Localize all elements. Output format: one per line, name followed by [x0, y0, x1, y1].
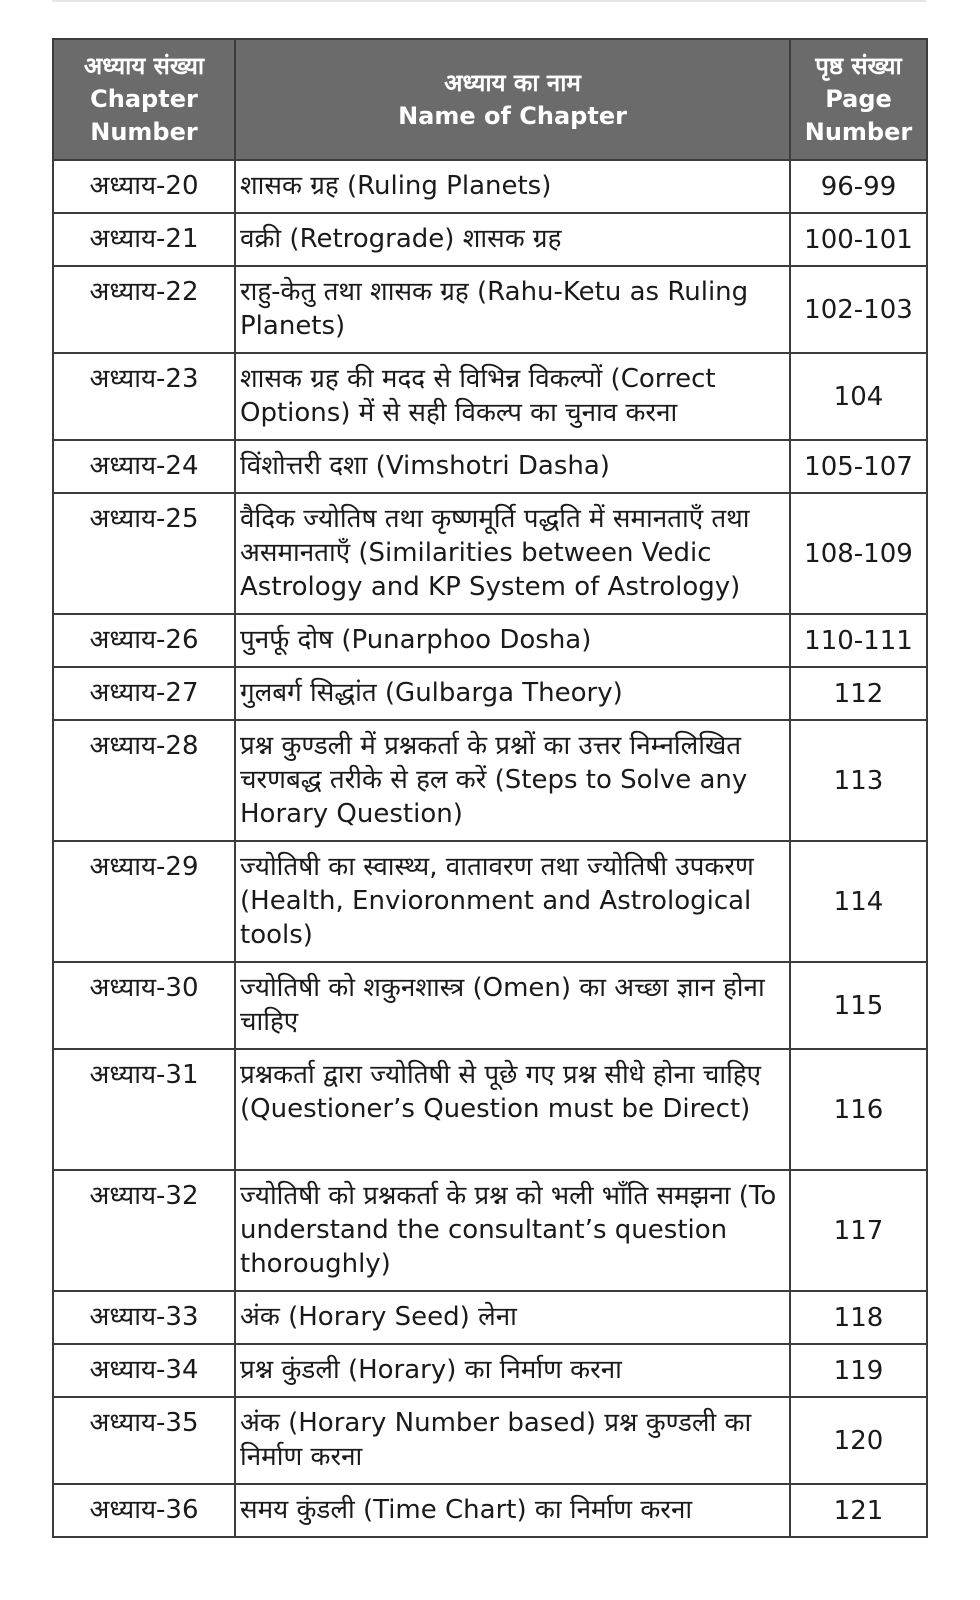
table-row [53, 1397, 927, 1484]
table-row [53, 266, 927, 353]
chapter-number-cell: अध्याय-20 [53, 160, 235, 213]
page-number-cell: 104 [790, 353, 927, 440]
table-row [53, 614, 927, 667]
table-row [53, 1344, 927, 1397]
table-row [53, 1049, 927, 1170]
page-number-cell: 105-107 [790, 440, 927, 493]
page-number-cell: 117 [790, 1170, 927, 1291]
table-row [53, 962, 927, 1049]
header-page-number: पृष्ठ संख्या Page Number [790, 39, 927, 160]
chapter-number-cell: अध्याय-23 [53, 353, 235, 440]
chapter-name-cell: समय कुंडली (Time Chart) का निर्माण करना [235, 1484, 790, 1537]
chapter-number-cell: अध्याय-28 [53, 720, 235, 841]
page-number-cell: 113 [790, 720, 927, 841]
table-body [53, 160, 927, 1537]
page-number-cell: 121 [790, 1484, 927, 1537]
chapter-name-cell: विंशोत्तरी दशा (Vimshotri Dasha) [235, 440, 790, 493]
table-row [53, 1291, 927, 1344]
page-number-cell: 116 [790, 1049, 927, 1170]
chapter-name-cell: वैदिक ज्योतिष तथा कृष्णमूर्ति पद्धति में समानताएँ तथा असमानताएँ (Similarities between Vedic Astrology and KP System of Astrology) [235, 493, 790, 614]
chapter-number-cell: अध्याय-27 [53, 667, 235, 720]
table-row [53, 720, 927, 841]
page-number-cell: 118 [790, 1291, 927, 1344]
chapter-name-cell: ज्योतिषी को शकुनशास्त्र (Omen) का अच्छा ज्ञान होना चाहिए [235, 962, 790, 1049]
chapter-name-cell: अंक (Horary Number based) प्रश्न कुण्डली का निर्माण करना [235, 1397, 790, 1484]
table-row [53, 1484, 927, 1537]
chapter-name-cell: प्रश्न कुंडली (Horary) का निर्माण करना [235, 1344, 790, 1397]
chapter-name-cell: वक्री (Retrograde) शासक ग्रह [235, 213, 790, 266]
table-row [53, 667, 927, 720]
header-chapter-number: अध्याय संख्या Chapter Number [53, 39, 235, 160]
table-row [53, 353, 927, 440]
page-number-cell: 108-109 [790, 493, 927, 614]
chapter-number-cell: अध्याय-24 [53, 440, 235, 493]
page-number-cell: 100-101 [790, 213, 927, 266]
chapter-name-cell: ज्योतिषी का स्वास्थ्य, वातावरण तथा ज्योतिषी उपकरण (Health, Envioronment and Astrological tools) [235, 841, 790, 962]
chapter-number-cell: अध्याय-30 [53, 962, 235, 1049]
chapter-number-cell: अध्याय-26 [53, 614, 235, 667]
table-row [53, 160, 927, 213]
top-divider [52, 0, 926, 2]
chapter-name-cell: शासक ग्रह की मदद से विभिन्न विकल्पों (Correct Options) में से सही विकल्प का चुनाव करना [235, 353, 790, 440]
chapter-name-cell: ज्योतिषी को प्रश्नकर्ता के प्रश्न को भली भाँति समझना (To understand the consultant’s question thoroughly) [235, 1170, 790, 1291]
table-of-contents [52, 38, 928, 1538]
chapter-name-cell: प्रश्नकर्ता द्वारा ज्योतिषी से पूछे गए प्रश्न सीधे होना चाहिए (Questioner’s Question must be Direct) [235, 1049, 790, 1170]
page-number-cell: 96-99 [790, 160, 927, 213]
chapter-number-cell: अध्याय-32 [53, 1170, 235, 1291]
chapter-name-cell: प्रश्न कुण्डली में प्रश्नकर्ता के प्रश्नों का उत्तर निम्नलिखित चरणबद्ध तरीके से हल करें (Steps to Solve any Horary Question) [235, 720, 790, 841]
table-header [53, 39, 927, 160]
table-row [53, 1170, 927, 1291]
page-number-cell: 110-111 [790, 614, 927, 667]
table-row [53, 841, 927, 962]
chapter-name-cell: पुनर्फू दोष (Punarphoo Dosha) [235, 614, 790, 667]
chapter-number-cell: अध्याय-34 [53, 1344, 235, 1397]
chapter-number-cell: अध्याय-31 [53, 1049, 235, 1170]
chapter-name-cell: अंक (Horary Seed) लेना [235, 1291, 790, 1344]
chapter-number-cell: अध्याय-25 [53, 493, 235, 614]
table-row [53, 493, 927, 614]
page-number-cell: 115 [790, 962, 927, 1049]
page-number-cell: 102-103 [790, 266, 927, 353]
page-number-cell: 120 [790, 1397, 927, 1484]
chapter-name-cell: शासक ग्रह (Ruling Planets) [235, 160, 790, 213]
chapter-number-cell: अध्याय-35 [53, 1397, 235, 1484]
chapter-number-cell: अध्याय-21 [53, 213, 235, 266]
page-number-cell: 114 [790, 841, 927, 962]
page-number-cell: 112 [790, 667, 927, 720]
chapter-number-cell: अध्याय-22 [53, 266, 235, 353]
chapter-name-cell: गुलबर्ग सिद्धांत (Gulbarga Theory) [235, 667, 790, 720]
chapter-number-cell: अध्याय-33 [53, 1291, 235, 1344]
chapter-number-cell: अध्याय-36 [53, 1484, 235, 1537]
table-row [53, 440, 927, 493]
header-chapter-name: अध्याय का नाम Name of Chapter [235, 39, 790, 160]
chapter-number-cell: अध्याय-29 [53, 841, 235, 962]
table-row [53, 213, 927, 266]
page-number-cell: 119 [790, 1344, 927, 1397]
chapter-name-cell: राहु-केतु तथा शासक ग्रह (Rahu-Ketu as Ruling Planets) [235, 266, 790, 353]
